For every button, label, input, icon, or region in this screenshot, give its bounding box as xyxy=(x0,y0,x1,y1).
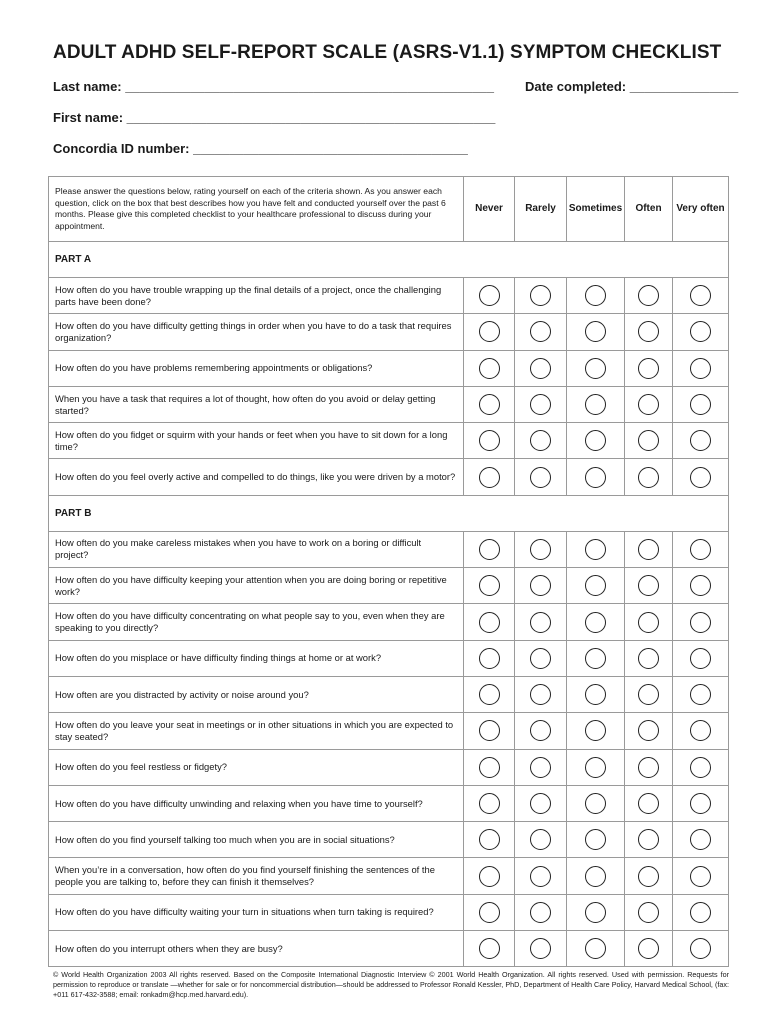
answer-cell-rarely xyxy=(515,423,567,459)
answer-cell-never xyxy=(464,604,515,640)
answer-radio-rarely[interactable] xyxy=(530,430,551,451)
answer-cell-never xyxy=(464,640,515,676)
question-text: How often do you have difficulty keeping your attention when you are doing boring or repetitive work? xyxy=(49,568,464,604)
answer-radio-rarely[interactable] xyxy=(530,575,551,596)
answer-cell-often xyxy=(625,423,673,459)
question-text: How often do you have trouble wrapping up the final details of a project, once the challenging parts have been done? xyxy=(49,278,464,314)
answer-cell-very-often xyxy=(673,858,729,894)
answer-cell-sometimes xyxy=(567,278,625,314)
answer-cell-often xyxy=(625,386,673,422)
question-row xyxy=(49,785,729,821)
question-row xyxy=(49,858,729,894)
answer-cell-rarely xyxy=(515,785,567,821)
answer-radio-sometimes[interactable] xyxy=(585,648,606,669)
answer-radio-often[interactable] xyxy=(638,394,659,415)
answer-radio-sometimes[interactable] xyxy=(585,539,606,560)
column-header-very-often: Very often xyxy=(673,177,729,242)
answer-radio-rarely[interactable] xyxy=(530,467,551,488)
answer-radio-rarely[interactable] xyxy=(530,684,551,705)
answer-radio-often[interactable] xyxy=(638,829,659,850)
answer-cell-rarely xyxy=(515,278,567,314)
answer-cell-very-often xyxy=(673,676,729,712)
answer-radio-never[interactable] xyxy=(479,684,500,705)
answer-cell-very-often xyxy=(673,604,729,640)
question-text: How often do you interrupt others when they are busy? xyxy=(49,931,464,967)
answer-radio-sometimes[interactable] xyxy=(585,684,606,705)
answer-cell-never xyxy=(464,894,515,930)
answer-cell-sometimes xyxy=(567,785,625,821)
question-row xyxy=(49,894,729,930)
answer-cell-rarely xyxy=(515,858,567,894)
question-text: How often do you have difficulty waiting your turn in situations when turn taking is required? xyxy=(49,894,464,930)
answer-cell-often xyxy=(625,350,673,386)
question-row xyxy=(49,713,729,749)
answer-radio-never[interactable] xyxy=(479,866,500,887)
last-name-field[interactable]: Last name: ___________________________________________________ xyxy=(53,79,494,94)
answer-radio-never[interactable] xyxy=(479,829,500,850)
answer-radio-rarely[interactable] xyxy=(530,539,551,560)
answer-radio-often[interactable] xyxy=(638,539,659,560)
answer-radio-sometimes[interactable] xyxy=(585,720,606,741)
answer-cell-sometimes xyxy=(567,676,625,712)
answer-radio-never[interactable] xyxy=(479,720,500,741)
answer-radio-sometimes[interactable] xyxy=(585,467,606,488)
answer-radio-often[interactable] xyxy=(638,612,659,633)
answer-radio-rarely[interactable] xyxy=(530,720,551,741)
answer-radio-very-often[interactable] xyxy=(690,539,711,560)
question-text: When you have a task that requires a lot of thought, how often do you avoid or delay getting started? xyxy=(49,386,464,422)
question-text: How often do you find yourself talking too much when you are in social situations? xyxy=(49,822,464,858)
answer-cell-often xyxy=(625,568,673,604)
question-row xyxy=(49,676,729,712)
answer-cell-never xyxy=(464,314,515,350)
answer-radio-sometimes[interactable] xyxy=(585,575,606,596)
question-text: How often do you fidget or squirm with your hands or feet when you have to sit down for a long time? xyxy=(49,423,464,459)
answer-cell-never xyxy=(464,713,515,749)
answer-radio-never[interactable] xyxy=(479,539,500,560)
answer-cell-very-often xyxy=(673,785,729,821)
answer-cell-sometimes xyxy=(567,604,625,640)
answer-radio-very-often[interactable] xyxy=(690,684,711,705)
instructions-text: Please answer the questions below, rating yourself on each of the criteria shown. As you answer each question, click on the box that best describes how you have felt and conducted yourself over the past 6 months. Please give this completed checklist to your healthcare professional to discuss during your appointment. xyxy=(49,177,464,242)
column-header-rarely: Rarely xyxy=(515,177,567,242)
question-row xyxy=(49,386,729,422)
answer-radio-often[interactable] xyxy=(638,757,659,778)
answer-cell-rarely xyxy=(515,386,567,422)
answer-cell-never xyxy=(464,386,515,422)
answer-radio-very-often[interactable] xyxy=(690,938,711,959)
question-text: How often do you have difficulty getting things in order when you have to do a task that requires organization? xyxy=(49,314,464,350)
answer-cell-never xyxy=(464,785,515,821)
part-label: PART A xyxy=(49,242,729,278)
answer-radio-very-often[interactable] xyxy=(690,757,711,778)
symptom-checklist-table xyxy=(48,176,729,967)
question-text: How often do you have difficulty unwinding and relaxing when you have time to yourself? xyxy=(49,785,464,821)
question-text: How often do you have difficulty concentrating on what people say to you, even when they are speaking to you directly? xyxy=(49,604,464,640)
answer-cell-often xyxy=(625,749,673,785)
answer-cell-sometimes xyxy=(567,314,625,350)
answer-cell-never xyxy=(464,749,515,785)
answer-cell-very-often xyxy=(673,459,729,495)
answer-radio-sometimes[interactable] xyxy=(585,285,606,306)
date-completed-field[interactable]: Date completed: _______________ xyxy=(525,79,739,94)
answer-cell-often xyxy=(625,278,673,314)
answer-radio-rarely[interactable] xyxy=(530,321,551,342)
answer-cell-sometimes xyxy=(567,459,625,495)
answer-radio-sometimes[interactable] xyxy=(585,430,606,451)
answer-cell-rarely xyxy=(515,931,567,967)
answer-radio-rarely[interactable] xyxy=(530,648,551,669)
question-row xyxy=(49,423,729,459)
answer-radio-never[interactable] xyxy=(479,467,500,488)
question-text: How often do you make careless mistakes when you have to work on a boring or difficult project? xyxy=(49,531,464,567)
answer-cell-never xyxy=(464,459,515,495)
column-header-often: Often xyxy=(625,177,673,242)
question-text: How often are you distracted by activity or noise around you? xyxy=(49,676,464,712)
answer-cell-very-often xyxy=(673,386,729,422)
part-label: PART B xyxy=(49,495,729,531)
answer-cell-often xyxy=(625,676,673,712)
answer-cell-never xyxy=(464,858,515,894)
answer-radio-very-often[interactable] xyxy=(690,648,711,669)
answer-radio-sometimes[interactable] xyxy=(585,866,606,887)
answer-cell-sometimes xyxy=(567,894,625,930)
answer-radio-very-often[interactable] xyxy=(690,430,711,451)
answer-radio-often[interactable] xyxy=(638,321,659,342)
answer-cell-often xyxy=(625,858,673,894)
column-header-never: Never xyxy=(464,177,515,242)
answer-radio-often[interactable] xyxy=(638,902,659,923)
answer-radio-very-often[interactable] xyxy=(690,829,711,850)
answer-radio-never[interactable] xyxy=(479,394,500,415)
answer-cell-very-often xyxy=(673,931,729,967)
answer-cell-often xyxy=(625,894,673,930)
answer-cell-often xyxy=(625,459,673,495)
answer-cell-never xyxy=(464,278,515,314)
answer-cell-rarely xyxy=(515,676,567,712)
answer-radio-never[interactable] xyxy=(479,575,500,596)
answer-cell-never xyxy=(464,350,515,386)
answer-cell-sometimes xyxy=(567,350,625,386)
answer-cell-often xyxy=(625,640,673,676)
answer-cell-never xyxy=(464,531,515,567)
answer-cell-rarely xyxy=(515,713,567,749)
answer-radio-often[interactable] xyxy=(638,358,659,379)
answer-cell-often xyxy=(625,822,673,858)
part-header-row xyxy=(49,242,729,278)
answer-radio-never[interactable] xyxy=(479,358,500,379)
answer-radio-very-often[interactable] xyxy=(690,575,711,596)
answer-radio-never[interactable] xyxy=(479,757,500,778)
answer-radio-rarely[interactable] xyxy=(530,938,551,959)
first-name-field[interactable]: First name: ___________________________________________________ xyxy=(53,110,496,125)
question-row xyxy=(49,749,729,785)
answer-radio-sometimes[interactable] xyxy=(585,394,606,415)
answer-radio-very-often[interactable] xyxy=(690,321,711,342)
header-row xyxy=(49,177,729,242)
answer-cell-never xyxy=(464,676,515,712)
answer-cell-rarely xyxy=(515,531,567,567)
answer-radio-never[interactable] xyxy=(479,285,500,306)
question-row xyxy=(49,314,729,350)
answer-cell-rarely xyxy=(515,894,567,930)
answer-cell-never xyxy=(464,568,515,604)
question-row xyxy=(49,640,729,676)
answer-radio-never[interactable] xyxy=(479,648,500,669)
answer-cell-very-often xyxy=(673,423,729,459)
answer-radio-sometimes[interactable] xyxy=(585,321,606,342)
answer-cell-rarely xyxy=(515,749,567,785)
question-row xyxy=(49,822,729,858)
answer-radio-very-often[interactable] xyxy=(690,358,711,379)
answer-cell-very-often xyxy=(673,278,729,314)
answer-radio-very-often[interactable] xyxy=(690,793,711,814)
part-header-row xyxy=(49,495,729,531)
question-row xyxy=(49,459,729,495)
answer-cell-often xyxy=(625,713,673,749)
answer-cell-very-often xyxy=(673,713,729,749)
answer-cell-sometimes xyxy=(567,531,625,567)
answer-cell-sometimes xyxy=(567,386,625,422)
question-text: How often do you leave your seat in meetings or in other situations in which you are expected to stay seated? xyxy=(49,713,464,749)
answer-cell-rarely xyxy=(515,568,567,604)
question-text: How often do you feel overly active and compelled to do things, like you were driven by a motor? xyxy=(49,459,464,495)
question-row xyxy=(49,604,729,640)
answer-radio-often[interactable] xyxy=(638,938,659,959)
question-row xyxy=(49,350,729,386)
answer-cell-sometimes xyxy=(567,749,625,785)
answer-cell-rarely xyxy=(515,822,567,858)
question-row xyxy=(49,931,729,967)
answer-radio-rarely[interactable] xyxy=(530,902,551,923)
answer-radio-often[interactable] xyxy=(638,648,659,669)
answer-cell-rarely xyxy=(515,604,567,640)
answer-radio-rarely[interactable] xyxy=(530,358,551,379)
question-row xyxy=(49,531,729,567)
answer-cell-very-often xyxy=(673,749,729,785)
answer-radio-very-often[interactable] xyxy=(690,720,711,741)
answer-radio-very-often[interactable] xyxy=(690,902,711,923)
copyright-footer: © World Health Organization 2003 All rights reserved. Based on the Composite International Diagnostic Interview © 2001 World Health Organization. All rights reserved. Used with permission. Requests for permission to reproduce or translate —whether for sale or for noncommercial distribution—should be addressed to Professor Ronald Kessler, PhD, Department of Health Care Policy, Harvard Medical School, (fax: +011 617-432-3588; email: ronkadm@hcp.med.harvard.edu). xyxy=(53,970,729,999)
answer-cell-rarely xyxy=(515,640,567,676)
answer-radio-never[interactable] xyxy=(479,938,500,959)
answer-cell-sometimes xyxy=(567,423,625,459)
answer-cell-never xyxy=(464,931,515,967)
answer-cell-often xyxy=(625,785,673,821)
answer-radio-very-often[interactable] xyxy=(690,467,711,488)
answer-cell-very-often xyxy=(673,568,729,604)
answer-cell-rarely xyxy=(515,459,567,495)
answer-cell-very-often xyxy=(673,894,729,930)
answer-cell-sometimes xyxy=(567,713,625,749)
answer-cell-often xyxy=(625,604,673,640)
answer-radio-often[interactable] xyxy=(638,430,659,451)
answer-radio-often[interactable] xyxy=(638,866,659,887)
answer-radio-rarely[interactable] xyxy=(530,829,551,850)
answer-radio-very-often[interactable] xyxy=(690,285,711,306)
answer-radio-never[interactable] xyxy=(479,902,500,923)
question-text: When you’re in a conversation, how often do you find yourself finishing the sentences of the people you are talking to, before they can finish it themselves? xyxy=(49,858,464,894)
answer-radio-never[interactable] xyxy=(479,793,500,814)
answer-cell-very-often xyxy=(673,822,729,858)
answer-cell-very-often xyxy=(673,531,729,567)
answer-radio-never[interactable] xyxy=(479,612,500,633)
question-row xyxy=(49,568,729,604)
answer-radio-often[interactable] xyxy=(638,285,659,306)
answer-cell-very-often xyxy=(673,350,729,386)
answer-radio-very-often[interactable] xyxy=(690,394,711,415)
question-text: How often do you have problems remembering appointments or obligations? xyxy=(49,350,464,386)
column-header-sometimes: Sometimes xyxy=(567,177,625,242)
answer-radio-never[interactable] xyxy=(479,321,500,342)
answer-radio-rarely[interactable] xyxy=(530,612,551,633)
answer-radio-sometimes[interactable] xyxy=(585,829,606,850)
page-title: ADULT ADHD SELF-REPORT SCALE (ASRS-V1.1) SYMPTOM CHECKLIST xyxy=(53,42,722,63)
concordia-id-field[interactable]: Concordia ID number: ______________________________________ xyxy=(53,141,468,156)
answer-radio-sometimes[interactable] xyxy=(585,793,606,814)
question-text: How often do you misplace or have difficulty finding things at home or at work? xyxy=(49,640,464,676)
answer-radio-sometimes[interactable] xyxy=(585,938,606,959)
answer-cell-sometimes xyxy=(567,931,625,967)
answer-radio-often[interactable] xyxy=(638,684,659,705)
answer-radio-often[interactable] xyxy=(638,793,659,814)
answer-cell-often xyxy=(625,314,673,350)
answer-radio-sometimes[interactable] xyxy=(585,612,606,633)
answer-cell-often xyxy=(625,931,673,967)
answer-cell-very-often xyxy=(673,640,729,676)
answer-radio-very-often[interactable] xyxy=(690,612,711,633)
answer-radio-very-often[interactable] xyxy=(690,866,711,887)
answer-radio-often[interactable] xyxy=(638,575,659,596)
answer-cell-rarely xyxy=(515,350,567,386)
question-text: How often do you feel restless or fidgety? xyxy=(49,749,464,785)
answer-radio-rarely[interactable] xyxy=(530,866,551,887)
answer-radio-rarely[interactable] xyxy=(530,793,551,814)
answer-cell-sometimes xyxy=(567,858,625,894)
answer-radio-sometimes[interactable] xyxy=(585,358,606,379)
answer-cell-sometimes xyxy=(567,822,625,858)
answer-radio-rarely[interactable] xyxy=(530,757,551,778)
answer-radio-sometimes[interactable] xyxy=(585,757,606,778)
answer-radio-rarely[interactable] xyxy=(530,394,551,415)
answer-radio-often[interactable] xyxy=(638,720,659,741)
answer-radio-often[interactable] xyxy=(638,467,659,488)
answer-cell-rarely xyxy=(515,314,567,350)
answer-cell-very-often xyxy=(673,314,729,350)
answer-cell-never xyxy=(464,423,515,459)
answer-radio-never[interactable] xyxy=(479,430,500,451)
question-row xyxy=(49,278,729,314)
answer-cell-never xyxy=(464,822,515,858)
answer-radio-sometimes[interactable] xyxy=(585,902,606,923)
answer-cell-sometimes xyxy=(567,640,625,676)
answer-radio-rarely[interactable] xyxy=(530,285,551,306)
answer-cell-sometimes xyxy=(567,568,625,604)
answer-cell-often xyxy=(625,531,673,567)
